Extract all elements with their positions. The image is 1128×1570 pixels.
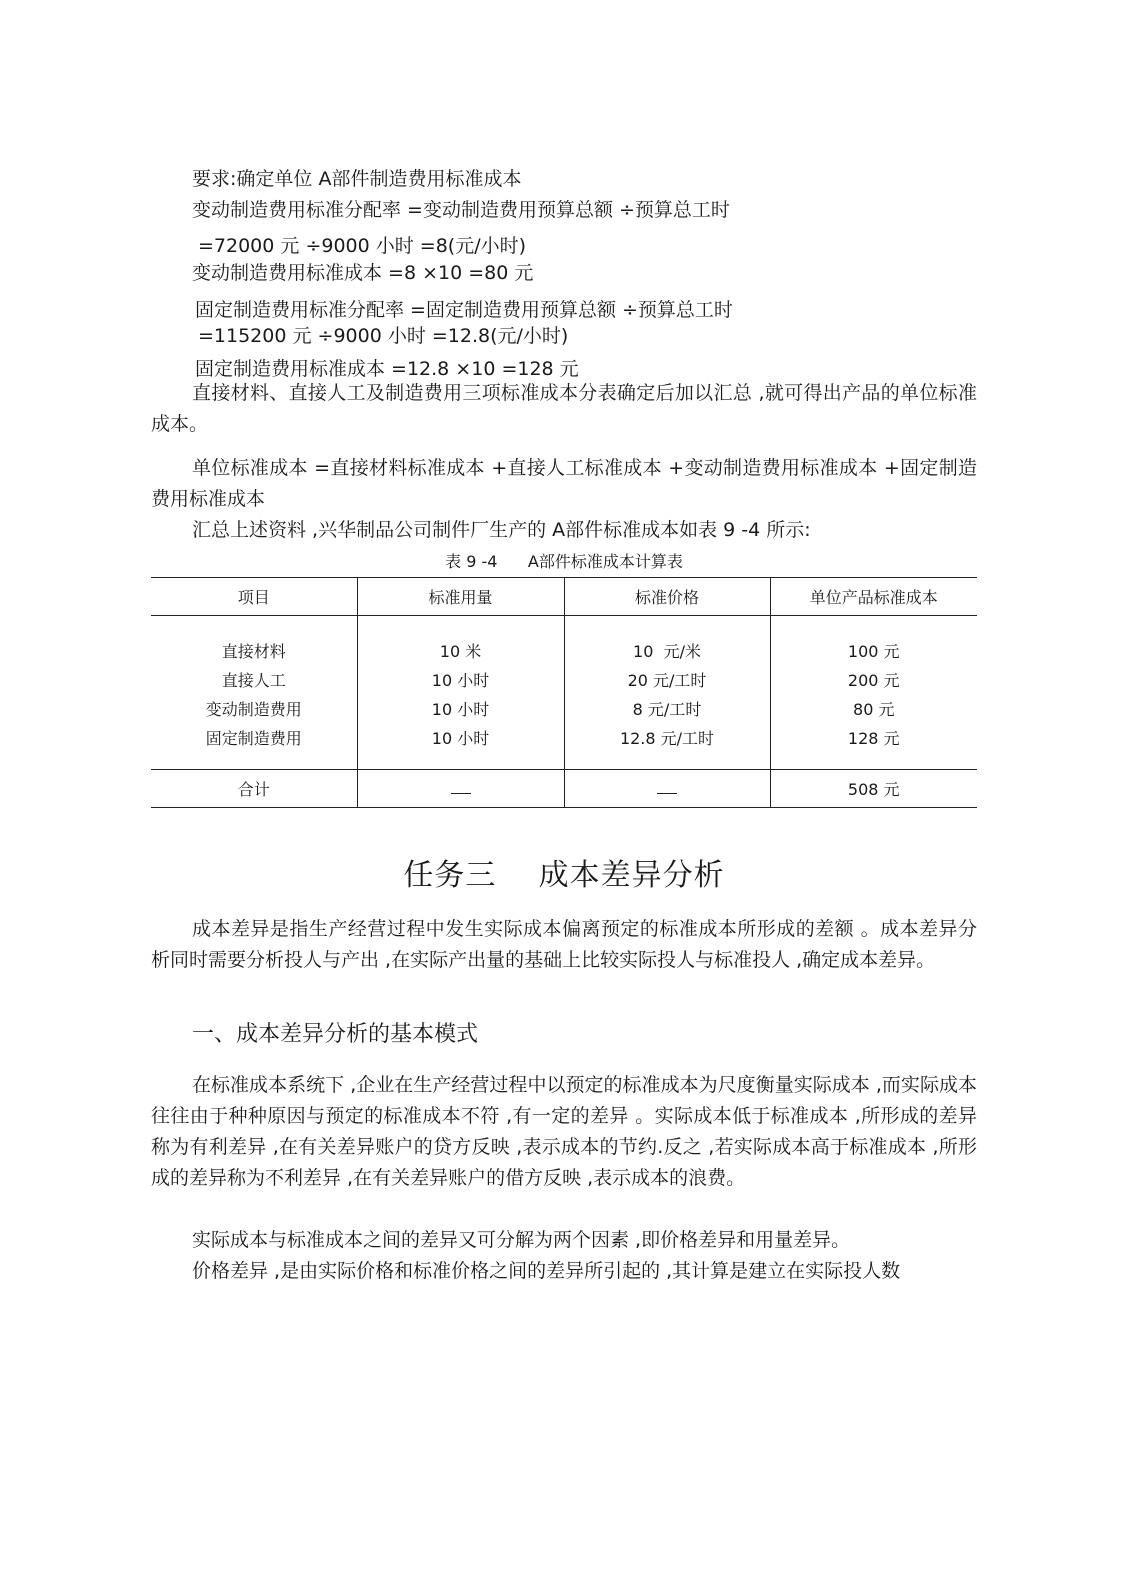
- table-cell: 10 元/米: [633, 641, 701, 661]
- price-variance-paragraph: 价格差异 ,是由实际价格和标准价格之间的差异所引起的 ,其计算是建立在实际投人数: [192, 1260, 901, 1282]
- fixed-rate-calc: =115200 元 ÷9000 小时 =12.8(元/小时): [198, 325, 569, 347]
- item-column: [151, 616, 357, 770]
- total-quantity: [357, 770, 564, 808]
- table-cell: 12.8 元/工时: [619, 728, 715, 748]
- table-cell: 变动制造费用: [205, 699, 302, 719]
- table-cell: 固定制造费用: [205, 728, 302, 748]
- variable-rate-formula: 变动制造费用标准分配率 =变动制造费用预算总额 ÷预算总工时: [192, 199, 730, 221]
- table-cell: 80 元: [853, 699, 895, 719]
- unit-cost-formula: 单位标准成本 =直接材料标准成本 +直接人工标准成本 +变动制造费用标准成本 +固定制造费用标准成本: [151, 457, 977, 510]
- empty-dash: [451, 781, 471, 794]
- quantity-column: [357, 616, 564, 770]
- header-item: 项目: [237, 588, 270, 607]
- section-title: 任务三 成本差异分析: [403, 858, 725, 893]
- variance-factors-paragraph: 实际成本与标准成本之间的差异又可分解为两个因素 ,即价格差异和用量差异。: [192, 1229, 851, 1251]
- table-cell: 10 小时: [431, 728, 490, 748]
- table-header-row: [151, 578, 977, 616]
- table-cell: 10 米: [439, 641, 482, 661]
- total-price: [564, 770, 770, 808]
- header-unit-standard-cost: 单位产品标准成本: [770, 578, 977, 616]
- empty-dash: [657, 781, 677, 794]
- table-cell: 直接人工: [221, 670, 286, 690]
- section-intro: 成本差异是指生产经营过程中发生实际成本偏离预定的标准成本所形成的差额 。成本差异分析同时需要分析投人与产出 ,在实际产出量的基础上比较实际投人与标准投人 ,确定成本差异。: [151, 918, 977, 971]
- table-cell: 200 元: [847, 670, 900, 690]
- standard-cost-system-paragraph: 在标准成本系统下 ,企业在生产经营过程中以预定的标准成本为尺度衡量实际成本 ,而实际成本往往由于种种原因与预定的标准成本不符 ,有一定的差异 。实际成本低于标准成本 ,所形成的差异称为有利差异 ,在有关差异账户的贷方反映 ,表示成本的节约.反之 ,若实际成本高于标准成本 ,所形成的差异称为不利差异 ,在有关差异账户的借方反映 ,表示成本的浪费。: [151, 1074, 977, 1189]
- header-standard-quantity: 标准用量: [357, 578, 564, 616]
- table-cell: 20 元/工时: [627, 670, 707, 690]
- fixed-rate-formula: 固定制造费用标准分配率 =固定制造费用预算总额 ÷预算总工时: [195, 299, 733, 321]
- table-cell: 100 元: [847, 641, 900, 661]
- summary-paragraph: 直接材料、直接人工及制造费用三项标准成本分表确定后加以汇总 ,就可得出产品的单位标准成本。: [151, 382, 977, 435]
- unit-cost-column: [770, 616, 977, 770]
- standard-cost-table: [151, 577, 977, 808]
- table-cell: 8 元/工时: [632, 699, 702, 719]
- table-cell: 10 小时: [431, 699, 490, 719]
- table-cell: 直接材料: [221, 641, 286, 661]
- variable-cost-formula: 变动制造费用标准成本 =8 ×10 =80 元: [192, 262, 534, 284]
- requirement-line: 要求:确定单位 A部件制造费用标准成本: [192, 168, 522, 190]
- table-reference: 汇总上述资料 ,兴华制品公司制件厂生产的 A部件标准成本如表 9 -4 所示:: [192, 519, 811, 541]
- total-label: 合计: [237, 780, 270, 799]
- header-standard-price: 标准价格: [564, 578, 770, 616]
- total-row: [151, 770, 977, 808]
- table-caption: 表 9 -4 A部件标准成本计算表: [445, 552, 683, 571]
- variable-rate-calc: =72000 元 ÷9000 小时 =8(元/小时): [198, 235, 527, 257]
- price-column: [564, 616, 770, 770]
- table-cell: 10 小时: [431, 670, 490, 690]
- fixed-cost-formula: 固定制造费用标准成本 =12.8 ×10 =128 元: [195, 358, 579, 380]
- table-body-row: [151, 616, 977, 770]
- sub-heading: 一、成本差异分析的基本模式: [192, 1022, 479, 1047]
- total-unit-cost: 508 元: [770, 770, 977, 808]
- table-cell: 128 元: [847, 728, 900, 748]
